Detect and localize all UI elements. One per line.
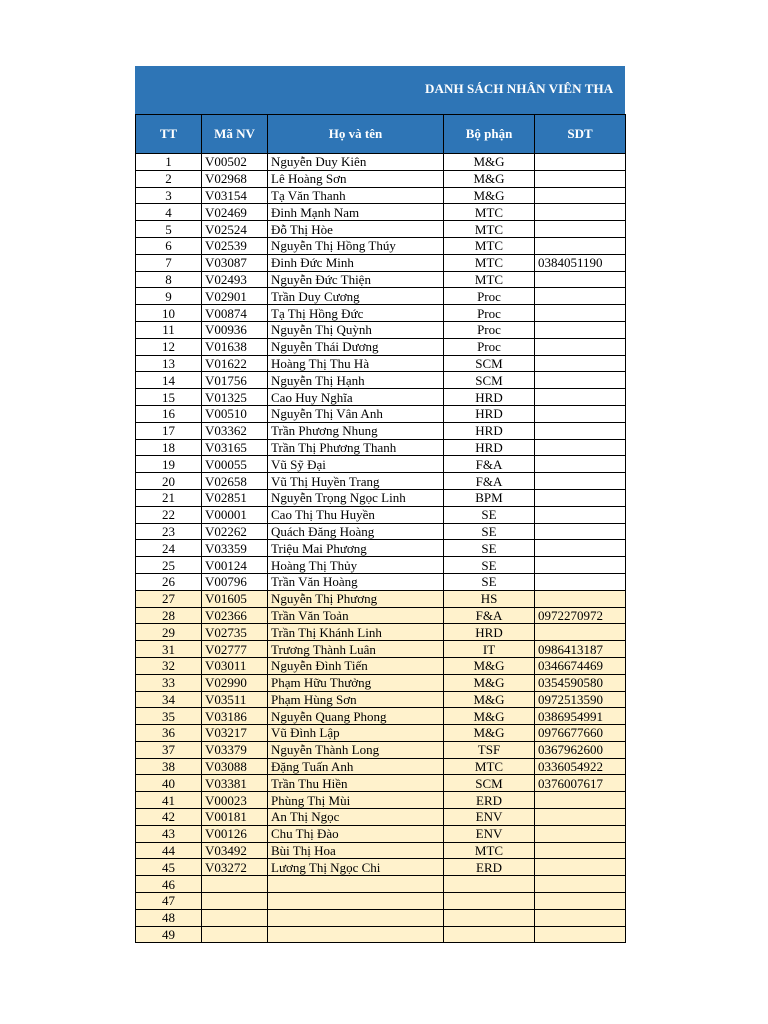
cell-phone[interactable] [535, 859, 626, 876]
cell-tt[interactable]: 33 [136, 674, 202, 691]
cell-employee-id[interactable]: V00124 [202, 557, 268, 574]
table-row [136, 254, 626, 271]
table-row [136, 641, 626, 658]
cell-tt[interactable]: 23 [136, 523, 202, 540]
sheet-title: DANH SÁCH NHÂN VIÊN THA [425, 81, 614, 96]
cell-phone[interactable] [535, 893, 626, 910]
table-row [136, 305, 626, 322]
cell-employee-id[interactable] [202, 893, 268, 910]
cell-department[interactable]: ENV [444, 809, 535, 826]
cell-employee-id[interactable]: V00181 [202, 809, 268, 826]
cell-phone[interactable]: 0976677660 [535, 725, 626, 742]
cell-phone[interactable]: 0354590580 [535, 674, 626, 691]
cell-full-name[interactable]: Đinh Mạnh Nam [268, 204, 444, 221]
cell-employee-id[interactable]: V03186 [202, 708, 268, 725]
cell-employee-id[interactable]: V03165 [202, 439, 268, 456]
cell-full-name[interactable]: Phùng Thị Mùi [268, 792, 444, 809]
cell-department[interactable]: Proc [444, 305, 535, 322]
table-row [136, 859, 626, 876]
cell-full-name[interactable]: Trần Văn Toản [268, 607, 444, 624]
cell-department[interactable]: ENV [444, 825, 535, 842]
cell-employee-id[interactable]: V00796 [202, 573, 268, 590]
cell-tt[interactable]: 38 [136, 758, 202, 775]
table-row [136, 691, 626, 708]
cell-employee-id[interactable] [202, 926, 268, 943]
cell-full-name[interactable]: Vũ Thị Huyền Trang [268, 473, 444, 490]
cell-phone[interactable]: 0386954991 [535, 708, 626, 725]
cell-employee-id[interactable]: V01638 [202, 338, 268, 355]
cell-full-name[interactable]: Nguyễn Đình Tiến [268, 657, 444, 674]
cell-phone[interactable] [535, 204, 626, 221]
cell-tt[interactable]: 37 [136, 741, 202, 758]
cell-phone[interactable] [535, 439, 626, 456]
cell-tt[interactable]: 7 [136, 254, 202, 271]
cell-employee-id[interactable]: V02990 [202, 674, 268, 691]
header-department: Bộ phận [444, 115, 535, 154]
cell-full-name[interactable]: Trần Thị Phương Thanh [268, 439, 444, 456]
cell-employee-id[interactable]: V00936 [202, 321, 268, 338]
cell-phone[interactable] [535, 271, 626, 288]
cell-tt[interactable]: 11 [136, 321, 202, 338]
cell-tt[interactable]: 46 [136, 876, 202, 893]
table-row [136, 825, 626, 842]
cell-phone[interactable]: 0336054922 [535, 758, 626, 775]
cell-tt[interactable]: 14 [136, 372, 202, 389]
cell-department[interactable]: SE [444, 557, 535, 574]
table-row [136, 473, 626, 490]
cell-tt[interactable]: 8 [136, 271, 202, 288]
table-row [136, 590, 626, 607]
table-row [136, 893, 626, 910]
cell-employee-id[interactable]: V00001 [202, 506, 268, 523]
cell-phone[interactable] [535, 187, 626, 204]
cell-phone[interactable] [535, 825, 626, 842]
cell-employee-id[interactable]: V02539 [202, 237, 268, 254]
cell-full-name[interactable]: Tạ Thị Hồng Đức [268, 305, 444, 322]
cell-employee-id[interactable] [202, 909, 268, 926]
cell-department[interactable]: MTC [444, 221, 535, 238]
cell-full-name[interactable]: Nguyễn Thị Phương [268, 590, 444, 607]
table-row [136, 792, 626, 809]
cell-phone[interactable] [535, 473, 626, 490]
cell-tt[interactable]: 49 [136, 926, 202, 943]
cell-employee-id[interactable]: V02524 [202, 221, 268, 238]
cell-department[interactable]: SE [444, 523, 535, 540]
table-row [136, 607, 626, 624]
cell-full-name[interactable]: Quách Đăng Hoàng [268, 523, 444, 540]
cell-full-name[interactable]: Phạm Hữu Thưởng [268, 674, 444, 691]
cell-employee-id[interactable]: V03362 [202, 422, 268, 439]
cell-department[interactable]: MTC [444, 271, 535, 288]
cell-tt[interactable]: 25 [136, 557, 202, 574]
table-row [136, 271, 626, 288]
cell-department[interactable]: M&G [444, 708, 535, 725]
cell-full-name[interactable]: An Thị Ngọc [268, 809, 444, 826]
cell-full-name[interactable]: Nguyễn Thị Quỳnh [268, 321, 444, 338]
cell-department[interactable]: Proc [444, 321, 535, 338]
cell-full-name[interactable] [268, 926, 444, 943]
cell-full-name[interactable]: Nguyễn Quang Phong [268, 708, 444, 725]
cell-tt[interactable]: 9 [136, 288, 202, 305]
cell-phone[interactable] [535, 389, 626, 406]
cell-employee-id[interactable]: V00874 [202, 305, 268, 322]
cell-full-name[interactable]: Nguyễn Thị Vân Anh [268, 405, 444, 422]
cell-full-name[interactable]: Nguyễn Trọng Ngọc Linh [268, 489, 444, 506]
cell-tt[interactable]: 44 [136, 842, 202, 859]
cell-phone[interactable] [535, 456, 626, 473]
cell-employee-id[interactable]: V01756 [202, 372, 268, 389]
cell-full-name[interactable]: Trần Thị Khánh Linh [268, 624, 444, 641]
cell-department[interactable]: HRD [444, 624, 535, 641]
cell-phone[interactable] [535, 372, 626, 389]
cell-employee-id[interactable]: V00055 [202, 456, 268, 473]
cell-full-name[interactable]: Triệu Mai Phương [268, 540, 444, 557]
cell-tt[interactable]: 19 [136, 456, 202, 473]
cell-phone[interactable] [535, 523, 626, 540]
cell-phone[interactable]: 0376007617 [535, 775, 626, 792]
cell-department[interactable]: Proc [444, 338, 535, 355]
cell-tt[interactable]: 20 [136, 473, 202, 490]
cell-department[interactable]: M&G [444, 674, 535, 691]
cell-full-name[interactable]: Hoàng Thị Thủy [268, 557, 444, 574]
cell-department[interactable]: F&A [444, 607, 535, 624]
cell-employee-id[interactable]: V03511 [202, 691, 268, 708]
cell-tt[interactable]: 43 [136, 825, 202, 842]
table-row [136, 489, 626, 506]
cell-employee-id[interactable]: V03381 [202, 775, 268, 792]
table-row [136, 725, 626, 742]
table-row [136, 321, 626, 338]
cell-department[interactable] [444, 926, 535, 943]
cell-full-name[interactable] [268, 876, 444, 893]
cell-tt[interactable]: 12 [136, 338, 202, 355]
header-phone: SDT [535, 115, 626, 154]
cell-employee-id[interactable]: V02851 [202, 489, 268, 506]
cell-phone[interactable] [535, 842, 626, 859]
cell-full-name[interactable]: Nguyễn Duy Kiên [268, 154, 444, 171]
table-row [136, 422, 626, 439]
cell-department[interactable]: HRD [444, 439, 535, 456]
table-row [136, 372, 626, 389]
cell-full-name[interactable]: Trần Phương Nhung [268, 422, 444, 439]
cell-full-name[interactable]: Phạm Hùng Sơn [268, 691, 444, 708]
table-row [136, 355, 626, 372]
cell-tt[interactable]: 4 [136, 204, 202, 221]
table-row [136, 674, 626, 691]
cell-department[interactable]: F&A [444, 473, 535, 490]
table-row [136, 540, 626, 557]
cell-employee-id[interactable]: V00023 [202, 792, 268, 809]
cell-phone[interactable]: 0367962600 [535, 741, 626, 758]
cell-department[interactable]: MTC [444, 237, 535, 254]
cell-department[interactable]: ERD [444, 792, 535, 809]
cell-department[interactable]: SE [444, 540, 535, 557]
table-row [136, 573, 626, 590]
cell-phone[interactable] [535, 573, 626, 590]
cell-full-name[interactable]: Lê Hoàng Sơn [268, 170, 444, 187]
cell-employee-id[interactable]: V00126 [202, 825, 268, 842]
cell-full-name[interactable]: Cao Thị Thu Huyền [268, 506, 444, 523]
cell-phone[interactable] [535, 321, 626, 338]
table-row [136, 405, 626, 422]
cell-department[interactable]: F&A [444, 456, 535, 473]
table-row [136, 657, 626, 674]
cell-tt[interactable]: 42 [136, 809, 202, 826]
cell-phone[interactable] [535, 288, 626, 305]
cell-phone[interactable] [535, 154, 626, 171]
table-row [136, 389, 626, 406]
cell-phone[interactable] [535, 237, 626, 254]
cell-tt[interactable]: 5 [136, 221, 202, 238]
cell-full-name[interactable]: Nguyễn Thị Hạnh [268, 372, 444, 389]
cell-tt[interactable]: 35 [136, 708, 202, 725]
cell-full-name[interactable]: Trần Thu Hiền [268, 775, 444, 792]
header-tt: TT [136, 115, 202, 154]
cell-phone[interactable] [535, 405, 626, 422]
cell-phone[interactable]: 0986413187 [535, 641, 626, 658]
table-row [136, 758, 626, 775]
cell-tt[interactable]: 22 [136, 506, 202, 523]
cell-employee-id[interactable]: V02493 [202, 271, 268, 288]
cell-phone[interactable] [535, 170, 626, 187]
cell-employee-id[interactable]: V03379 [202, 741, 268, 758]
cell-full-name[interactable]: Trần Duy Cương [268, 288, 444, 305]
cell-full-name[interactable]: Đặng Tuấn Anh [268, 758, 444, 775]
cell-tt[interactable]: 34 [136, 691, 202, 708]
spreadsheet [135, 66, 625, 943]
cell-tt[interactable]: 3 [136, 187, 202, 204]
cell-employee-id[interactable]: V03217 [202, 725, 268, 742]
cell-full-name[interactable]: Trương Thành Luân [268, 641, 444, 658]
cell-tt[interactable]: 6 [136, 237, 202, 254]
cell-employee-id[interactable]: V02658 [202, 473, 268, 490]
cell-department[interactable]: HS [444, 590, 535, 607]
table-body [136, 154, 626, 943]
employee-table [135, 114, 626, 943]
cell-department[interactable]: IT [444, 641, 535, 658]
cell-full-name[interactable]: Nguyễn Thái Dương [268, 338, 444, 355]
cell-department[interactable]: M&G [444, 725, 535, 742]
cell-department[interactable]: ERD [444, 859, 535, 876]
table-row [136, 741, 626, 758]
cell-phone[interactable] [535, 489, 626, 506]
cell-tt[interactable]: 21 [136, 489, 202, 506]
cell-full-name[interactable]: Trần Văn Hoàng [268, 573, 444, 590]
cell-department[interactable]: SE [444, 506, 535, 523]
table-row [136, 842, 626, 859]
cell-phone[interactable] [535, 540, 626, 557]
cell-employee-id[interactable]: V03359 [202, 540, 268, 557]
cell-phone[interactable] [535, 355, 626, 372]
table-row [136, 926, 626, 943]
table-row [136, 288, 626, 305]
cell-phone[interactable] [535, 876, 626, 893]
table-row [136, 204, 626, 221]
cell-employee-id[interactable] [202, 876, 268, 893]
table-row [136, 557, 626, 574]
cell-department[interactable]: HRD [444, 422, 535, 439]
cell-tt[interactable]: 15 [136, 389, 202, 406]
cell-employee-id[interactable]: V02735 [202, 624, 268, 641]
cell-department[interactable]: BPM [444, 489, 535, 506]
cell-full-name[interactable]: Nguyễn Đức Thiện [268, 271, 444, 288]
cell-full-name[interactable] [268, 909, 444, 926]
cell-employee-id[interactable]: V01325 [202, 389, 268, 406]
cell-department[interactable]: HRD [444, 405, 535, 422]
table-row [136, 775, 626, 792]
cell-full-name[interactable]: Nguyễn Thành Long [268, 741, 444, 758]
cell-tt[interactable]: 18 [136, 439, 202, 456]
cell-employee-id[interactable]: V03492 [202, 842, 268, 859]
cell-employee-id[interactable]: V02262 [202, 523, 268, 540]
cell-full-name[interactable]: Bùi Thị Hoa [268, 842, 444, 859]
cell-employee-id[interactable]: V03088 [202, 758, 268, 775]
cell-employee-id[interactable]: V03087 [202, 254, 268, 271]
cell-department[interactable]: SCM [444, 372, 535, 389]
cell-department[interactable]: M&G [444, 170, 535, 187]
cell-phone[interactable] [535, 624, 626, 641]
cell-employee-id[interactable]: V00502 [202, 154, 268, 171]
cell-full-name[interactable]: Nguyễn Thị Hồng Thúy [268, 237, 444, 254]
cell-phone[interactable]: 0972513590 [535, 691, 626, 708]
cell-department[interactable]: SE [444, 573, 535, 590]
cell-department[interactable]: M&G [444, 691, 535, 708]
cell-department[interactable]: M&G [444, 187, 535, 204]
table-row [136, 523, 626, 540]
cell-tt[interactable]: 45 [136, 859, 202, 876]
cell-phone[interactable]: 0972270972 [535, 607, 626, 624]
cell-employee-id[interactable]: V02777 [202, 641, 268, 658]
cell-tt[interactable]: 28 [136, 607, 202, 624]
table-row [136, 170, 626, 187]
cell-employee-id[interactable]: V02366 [202, 607, 268, 624]
cell-tt[interactable]: 40 [136, 775, 202, 792]
cell-full-name[interactable]: Chu Thị Đào [268, 825, 444, 842]
cell-full-name[interactable]: Tạ Văn Thanh [268, 187, 444, 204]
cell-phone[interactable] [535, 792, 626, 809]
cell-tt[interactable]: 47 [136, 893, 202, 910]
cell-phone[interactable] [535, 909, 626, 926]
table-row [136, 708, 626, 725]
cell-tt[interactable]: 36 [136, 725, 202, 742]
cell-full-name[interactable]: Lương Thị Ngọc Chi [268, 859, 444, 876]
cell-department[interactable]: MTC [444, 842, 535, 859]
cell-employee-id[interactable]: V02968 [202, 170, 268, 187]
cell-department[interactable]: MTC [444, 254, 535, 271]
cell-department[interactable]: MTC [444, 204, 535, 221]
cell-tt[interactable]: 2 [136, 170, 202, 187]
cell-department[interactable]: SCM [444, 355, 535, 372]
cell-employee-id[interactable]: V01622 [202, 355, 268, 372]
cell-tt[interactable]: 29 [136, 624, 202, 641]
table-row [136, 439, 626, 456]
cell-department[interactable]: M&G [444, 657, 535, 674]
table-row [136, 456, 626, 473]
title-banner [135, 66, 625, 114]
cell-department[interactable] [444, 909, 535, 926]
cell-full-name[interactable]: Hoàng Thị Thu Hà [268, 355, 444, 372]
cell-tt[interactable]: 31 [136, 641, 202, 658]
cell-full-name[interactable] [268, 893, 444, 910]
cell-department[interactable]: MTC [444, 758, 535, 775]
cell-employee-id[interactable]: V03154 [202, 187, 268, 204]
cell-department[interactable] [444, 876, 535, 893]
header-row [136, 115, 626, 154]
cell-full-name[interactable]: Cao Huy Nghĩa [268, 389, 444, 406]
cell-phone[interactable]: 0346674469 [535, 657, 626, 674]
cell-employee-id[interactable]: V03011 [202, 657, 268, 674]
cell-tt[interactable]: 27 [136, 590, 202, 607]
header-full-name: Họ và tên [268, 115, 444, 154]
cell-employee-id[interactable]: V00510 [202, 405, 268, 422]
cell-tt[interactable]: 32 [136, 657, 202, 674]
cell-tt[interactable]: 26 [136, 573, 202, 590]
table-row [136, 338, 626, 355]
cell-department[interactable]: Proc [444, 288, 535, 305]
cell-department[interactable] [444, 893, 535, 910]
cell-tt[interactable]: 48 [136, 909, 202, 926]
cell-department[interactable]: SCM [444, 775, 535, 792]
cell-phone[interactable]: 0384051190 [535, 254, 626, 271]
cell-employee-id[interactable]: V02469 [202, 204, 268, 221]
table-row [136, 237, 626, 254]
table-row [136, 506, 626, 523]
cell-tt[interactable]: 10 [136, 305, 202, 322]
cell-tt[interactable]: 17 [136, 422, 202, 439]
table-row [136, 187, 626, 204]
header-employee-id: Mã NV [202, 115, 268, 154]
cell-full-name[interactable]: Đỗ Thị Hòe [268, 221, 444, 238]
cell-phone[interactable] [535, 221, 626, 238]
table-row [136, 221, 626, 238]
cell-phone[interactable] [535, 338, 626, 355]
table-row [136, 909, 626, 926]
cell-phone[interactable] [535, 590, 626, 607]
cell-department[interactable]: M&G [444, 154, 535, 171]
cell-department[interactable]: TSF [444, 741, 535, 758]
cell-phone[interactable] [535, 809, 626, 826]
table-row [136, 809, 626, 826]
cell-tt[interactable]: 1 [136, 154, 202, 171]
cell-tt[interactable]: 16 [136, 405, 202, 422]
cell-tt[interactable]: 24 [136, 540, 202, 557]
table-row [136, 154, 626, 171]
cell-phone[interactable] [535, 926, 626, 943]
cell-full-name[interactable]: Đinh Đức Minh [268, 254, 444, 271]
cell-phone[interactable] [535, 305, 626, 322]
cell-phone[interactable] [535, 557, 626, 574]
table-row [136, 624, 626, 641]
cell-tt[interactable]: 13 [136, 355, 202, 372]
cell-department[interactable]: HRD [444, 389, 535, 406]
cell-full-name[interactable]: Vũ Sỹ Đại [268, 456, 444, 473]
cell-employee-id[interactable]: V01605 [202, 590, 268, 607]
cell-phone[interactable] [535, 506, 626, 523]
table-row [136, 876, 626, 893]
cell-phone[interactable] [535, 422, 626, 439]
cell-employee-id[interactable]: V03272 [202, 859, 268, 876]
cell-employee-id[interactable]: V02901 [202, 288, 268, 305]
cell-tt[interactable]: 41 [136, 792, 202, 809]
cell-full-name[interactable]: Vũ Đình Lập [268, 725, 444, 742]
